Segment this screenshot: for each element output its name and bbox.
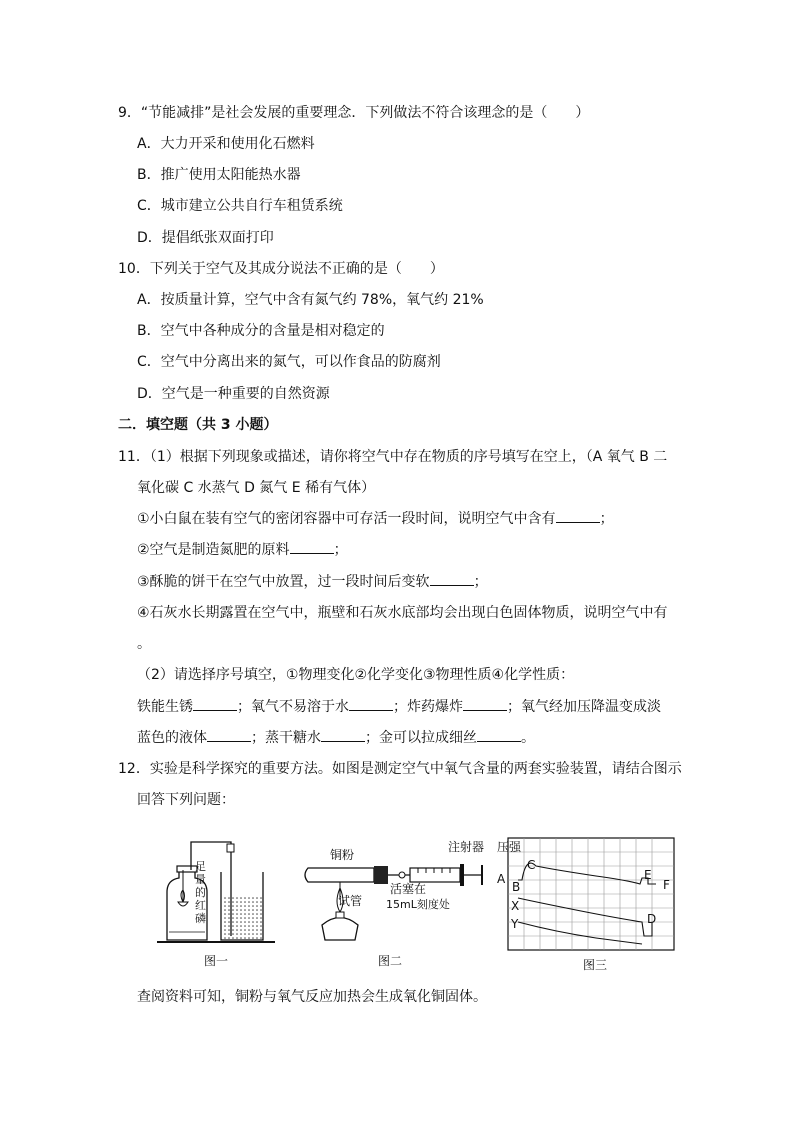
label-c: C — [527, 858, 536, 872]
answer-blank[interactable] — [463, 698, 507, 711]
q9-option-c: C．城市建立公共自行车租赁系统 — [137, 198, 343, 214]
answer-blank[interactable] — [290, 541, 334, 554]
q10-option-c: C．空气中分离出来的氮气，可以作食品的防腐剂 — [137, 354, 441, 370]
label-y: Y — [511, 917, 519, 931]
plunger-label-1: 活塞在 — [390, 882, 427, 896]
q9-option-d: D．提倡纸张双面打印 — [137, 230, 274, 246]
figure-one-apparatus — [155, 832, 280, 947]
q11-row2-period: 。 — [521, 730, 535, 746]
q11-item3-text: ③酥脆的饼干在空气中放置，过一段时间后变软 — [137, 574, 430, 590]
q11-row2 — [137, 729, 535, 747]
label-b: B — [512, 880, 521, 894]
q11-item4-end: 。 — [137, 636, 151, 652]
q11-item2-semi: ； — [333, 542, 348, 558]
q11-row1-c: ；炸药爆炸 — [393, 699, 463, 715]
q11-row1-b: ；氧气不易溶于水 — [237, 699, 349, 715]
figure-two-caption: 图二 — [378, 954, 403, 968]
label-e: E — [644, 868, 652, 882]
label-a: A — [497, 872, 506, 886]
q10-option-b: B．空气中各种成分的含量是相对稳定的 — [137, 323, 385, 339]
answer-blank[interactable] — [556, 510, 600, 523]
label-d: D — [647, 912, 657, 926]
figure-three-caption: 图三 — [583, 958, 608, 972]
y-axis-label: 压强 — [497, 840, 522, 854]
q11-line1: 11．（1）根据下列现象或描述，请你将空气中存在物质的序号填写在空上，（A 氧气 B 二 — [118, 449, 668, 465]
graph-grid — [508, 838, 674, 950]
figure-three-graph — [496, 836, 678, 954]
pressure-curve-y — [518, 922, 642, 944]
section-heading: 二．填空题（共 3 小题） — [118, 417, 278, 433]
q11-row1 — [137, 698, 661, 716]
q11-row2-a: 蓝色的液体 — [137, 730, 207, 746]
q11-line2: 氧化碳 C 水蒸气 D 氮气 E 稀有气体） — [137, 480, 376, 496]
q9-stem: 9．“节能减排”是社会发展的重要理念．下列做法不符合该理念的是（ ） — [118, 105, 590, 121]
q12-line2: 回答下列问题： — [137, 792, 235, 808]
q11-item4: ④石灰水长期露置在空气中，瓶壁和石灰水底部均会出现白色固体物质，说明空气中有 — [137, 605, 668, 621]
label-f: F — [663, 878, 670, 892]
q10-option-d: D．空气是一种重要的自然资源 — [137, 386, 330, 402]
answer-blank[interactable] — [349, 698, 393, 711]
q11-row2-c: ；金可以拉成细丝 — [365, 730, 477, 746]
answer-blank[interactable] — [430, 573, 474, 586]
test-tube-label: 试管 — [338, 894, 363, 908]
q11-row1-a: 铁能生锈 — [137, 699, 193, 715]
q11-part2: （2）请选择序号填空，①物理变化②化学变化③物理性质④化学性质： — [137, 667, 575, 683]
q11-item1-semi: ； — [599, 511, 614, 527]
q11-item3-semi: ； — [473, 574, 488, 590]
q11-item3 — [137, 573, 488, 591]
q11-item2 — [137, 541, 348, 559]
answer-blank[interactable] — [207, 729, 251, 742]
syringe-label: 注射器 — [448, 840, 485, 854]
q11-row2-b: ；蒸干糖水 — [251, 730, 321, 746]
q12-note: 查阅资料可知，铜粉与氧气反应加热会生成氧化铜固体。 — [137, 989, 487, 1005]
q12-line1: 12．实验是科学探究的重要方法。如图是测定空气中氧气含量的两套实验装置，请结合图示 — [118, 761, 682, 777]
q9-option-a: A．大力开采和使用化石燃料 — [137, 136, 315, 152]
pressure-curve-lower — [518, 898, 652, 936]
copper-powder-label: 铜粉 — [330, 848, 355, 862]
label-x: X — [511, 899, 520, 913]
answer-blank[interactable] — [321, 729, 365, 742]
answer-blank[interactable] — [193, 698, 237, 711]
q9-option-b: B．推广使用太阳能热水器 — [137, 167, 301, 183]
q10-option-a: A．按质量计算，空气中含有氮气约 78%，氧气约 21% — [137, 292, 484, 308]
answer-blank[interactable] — [477, 729, 521, 742]
plunger-label-2: 15mL刻度处 — [386, 898, 450, 911]
q11-item2-text: ②空气是制造氮肥的原料 — [137, 542, 290, 558]
figure-one-label: 足量的红磷 — [195, 860, 206, 925]
q11-item1-text: ①小白鼠在装有空气的密闭容器中可存活一段时间，说明空气中含有 — [137, 511, 556, 527]
q11-item1 — [137, 510, 614, 528]
q11-row1-d: ；氧气经加压降温变成淡 — [507, 699, 661, 715]
q10-stem: 10．下列关于空气及其成分说法不正确的是（ ） — [118, 261, 444, 277]
figure-one-caption: 图一 — [204, 954, 229, 968]
